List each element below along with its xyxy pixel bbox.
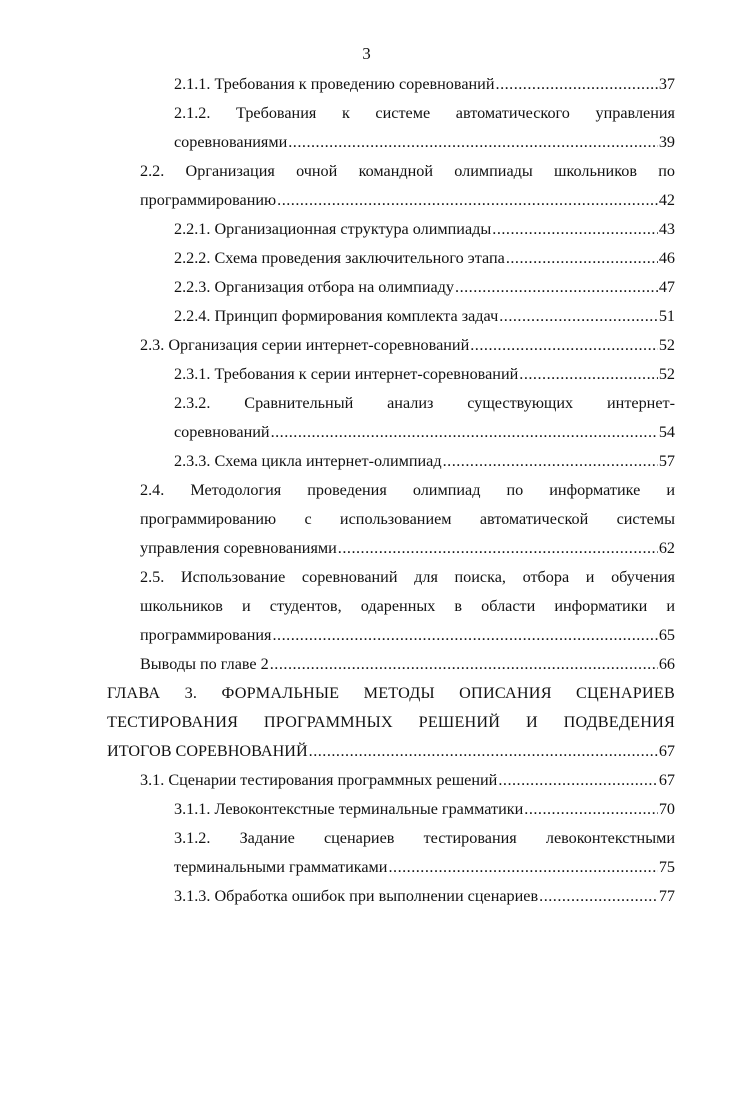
toc-entry-line: школьников и студентов, одаренных в области информатики и [140,597,675,615]
toc-entry-lastline [174,302,675,331]
toc-entry-line: ГЛАВА 3. ФОРМАЛЬНЫЕ МЕТОДЫ ОПИСАНИЯ СЦЕНАРИЕВ [107,684,675,702]
dot-leader [455,273,658,302]
toc-entry-lastline [174,215,675,244]
toc-entry[interactable] [174,244,675,273]
toc-entry-page: 54 [658,423,675,441]
toc-entry-title: Выводы по главе 2 [140,655,269,673]
toc-entry-title: 2.1.1. Требования к проведению соревнований [174,75,495,93]
toc-entry-page: 42 [658,191,675,209]
toc-entry[interactable] [174,795,675,824]
toc-entry[interactable] [174,302,675,331]
toc-entry-page: 77 [658,887,675,905]
toc-entry-lastline [174,882,675,911]
toc-entry[interactable] [174,389,675,447]
toc-entry-lastline [140,766,675,795]
toc-entry-line: 3.1.2. Задание сценариев тестирования левоконтекстными [174,829,675,847]
toc-entry-title: 2.3.3. Схема цикла интернет-олимпиад [174,452,442,470]
toc-entry-title: 3.1.1. Левоконтекстные терминальные грамматики [174,800,524,818]
dot-leader [443,447,658,476]
toc-entry-page: 57 [658,452,675,470]
toc-entry-line: 2.4. Методология проведения олимпиад по информатике и [140,481,675,499]
toc-entry-page: 51 [658,307,675,325]
toc-entry-lastline [174,360,675,389]
toc-entry[interactable] [140,650,675,679]
toc-entry-page: 43 [658,220,675,238]
toc-entry[interactable] [174,70,675,99]
toc-entry-title: соревнованиями [174,133,288,151]
toc-entry-page: 52 [658,336,675,354]
dot-leader [499,302,658,331]
dot-leader [492,215,658,244]
toc-entry[interactable] [174,447,675,476]
toc-entry-title: 2.2.3. Организация отбора на олимпиаду [174,278,455,296]
toc-entry-title: 2.2.1. Организационная структура олимпиады [174,220,492,238]
toc-entry-page: 70 [658,800,675,818]
dot-leader [270,650,658,679]
toc-entry-page: 66 [658,655,675,673]
dot-leader [273,621,658,650]
dot-leader [288,128,658,157]
toc-entry-lastline [174,853,675,882]
toc-entry-title: ИТОГОВ СОРЕВНОВАНИЙ [107,742,308,760]
dot-leader [506,244,658,273]
toc-entry[interactable] [140,331,675,360]
toc-entry-line: программированию с использованием автоматической системы [140,510,675,528]
toc-entry-line: 2.3.2. Сравнительный анализ существующих интернет- [174,394,675,412]
toc-entry-line: 2.1.2. Требования к системе автоматического управления [174,104,675,122]
toc-entry-page: 37 [658,75,675,93]
toc-entry-page: 62 [658,539,675,557]
toc-entry-title: 2.3.1. Требования к серии интернет-соревнований [174,365,519,383]
toc-entry-title: программированию [140,191,277,209]
dot-leader [498,766,657,795]
toc-entry[interactable] [174,99,675,157]
toc-entry-title: соревнований [174,423,270,441]
toc-entry-lastline [140,186,675,215]
toc-entry-lastline [174,795,675,824]
dot-leader [271,418,658,447]
toc-entry-line: 2.2. Организация очной командной олимпиады школьников по [140,162,675,180]
toc-entry-lastline [107,737,675,766]
page-number: 3 [362,44,371,63]
toc-entry-title: 2.2.4. Принцип формирования комплекта задач [174,307,499,325]
toc-entry-lastline [140,650,675,679]
toc-entry-page: 65 [658,626,675,644]
toc-entry-page: 39 [658,133,675,151]
toc-entry[interactable] [174,360,675,389]
toc-entry-lastline [140,534,675,563]
dot-leader [338,534,658,563]
toc-entry-lastline [140,621,675,650]
toc-entry-lastline [174,244,675,273]
dot-leader [519,360,658,389]
toc-entry-page: 46 [658,249,675,267]
toc-entry-page: 52 [658,365,675,383]
toc-entry-title: программирования [140,626,272,644]
toc-entry-title: 3.1.3. Обработка ошибок при выполнении сценариев [174,887,539,905]
toc-entry[interactable] [140,563,675,650]
dot-leader [470,331,658,360]
dot-leader [524,795,658,824]
toc-entry-page: 75 [658,858,675,876]
toc-entry-page: 67 [658,742,675,760]
toc-entry-title: 2.3. Организация серии интернет-соревнований [140,336,470,354]
toc-entry-page: 67 [658,771,675,789]
toc-entry-lastline [174,128,675,157]
toc-entry[interactable] [140,766,675,795]
toc-entry-title: 3.1. Сценарии тестирования программных решений [140,771,498,789]
toc-entry-title: управления соревнованиями [140,539,337,557]
dot-leader [277,186,658,215]
toc-entry-lastline [174,447,675,476]
dot-leader [539,882,658,911]
toc-entry[interactable] [140,476,675,563]
toc-entry-line: 2.5. Использование соревнований для поиска, отбора и обучения [140,568,675,586]
toc-entry-lastline [174,70,675,99]
toc-entry-lastline [174,418,675,447]
toc-entry-lastline [140,331,675,360]
toc-entry[interactable] [107,679,675,766]
toc-entry[interactable] [174,882,675,911]
toc-entry-title: терминальными грамматиками [174,858,388,876]
toc-entry-page: 47 [658,278,675,296]
toc-entry-line: ТЕСТИРОВАНИЯ ПРОГРАММНЫХ РЕШЕНИЙ И ПОДВЕДЕНИЯ [107,713,675,731]
toc-entry-lastline [174,273,675,302]
toc-entry[interactable] [174,273,675,302]
toc-entry[interactable] [174,215,675,244]
table-of-contents [107,70,675,911]
dot-leader [388,853,657,882]
dot-leader [309,737,658,766]
toc-entry-title: 2.2.2. Схема проведения заключительного этапа [174,249,505,267]
toc-entry[interactable] [174,824,675,882]
toc-entry[interactable] [140,157,675,215]
dot-leader [496,70,658,99]
